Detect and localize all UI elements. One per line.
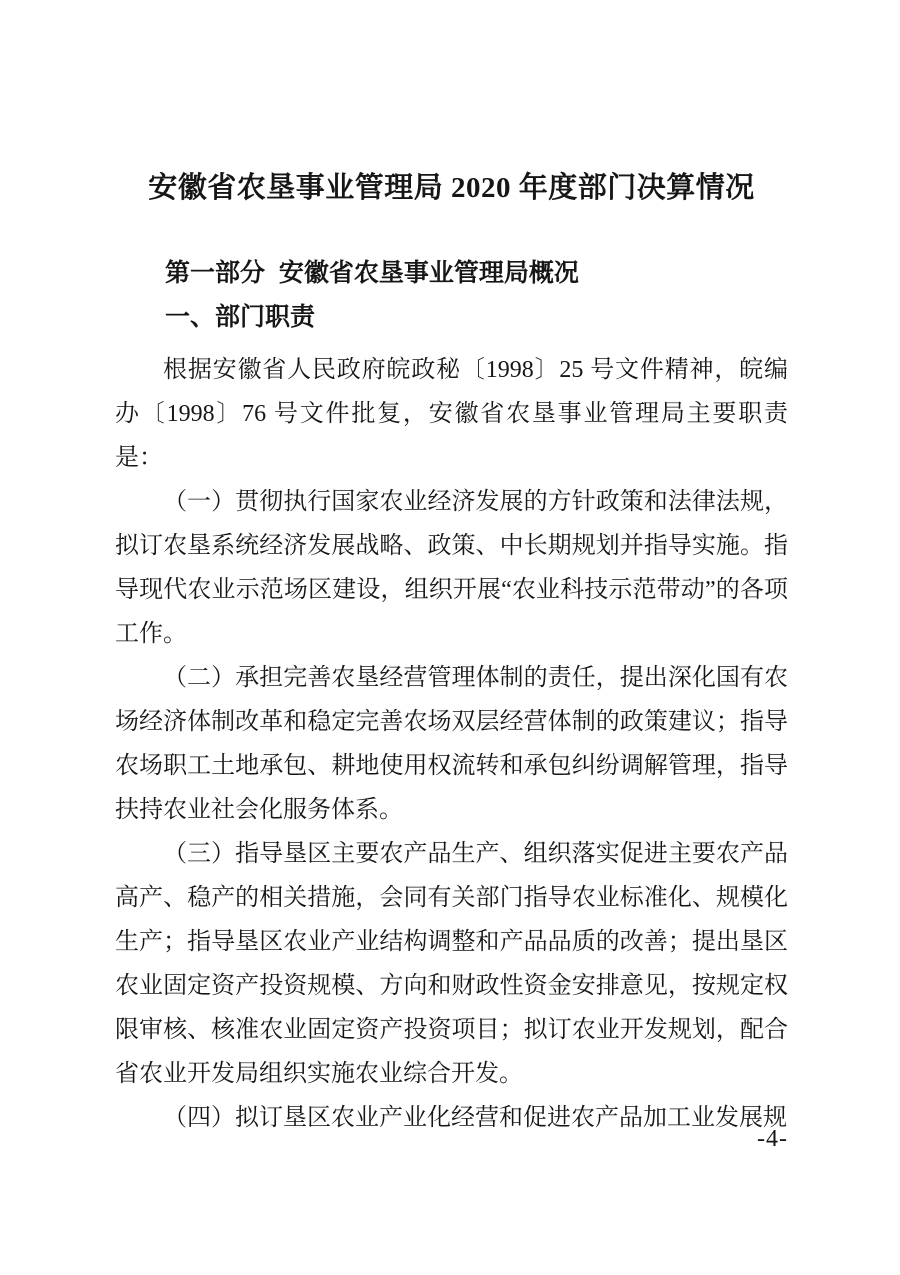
paragraph-duty-4-partial: （四）拟订垦区农业产业化经营和促进农产品加工业发展规 [163,1105,787,1131]
subsection-heading-duties: 一、部门职责 [165,303,316,331]
paragraph-intro: 根据安徽省人民政府皖政秘〔1998〕25 号文件精神，皖编办〔1998〕76 号文件批复，安徽省农垦事业管理局主要职责是： [115,357,788,471]
document-content [115,168,788,1140]
paragraph-duty-3: （三）指导垦区主要农产品生产、组织落实促进主要农产品高产、稳产的相关措施，会同有关部门指导农业标准化、规模化生产；指导垦区农业产业结构调整和产品品质的改善；提出垦区农业固定资产投资规模、方向和财政性资金安排意见，按规定权限审核、核准农业固定资产投资项目；拟订农业开发规划，配合省农业开发局组织实施农业综合开发。 [115,841,788,1087]
document-title: 安徽省农垦事业管理局 2020 年度部门决算情况 [148,172,755,204]
paragraph-duty-1: （一）贯彻执行国家农业经济发展的方针政策和法律法规，拟订农垦系统经济发展战略、政策、中长期规划并指导实施。指导现代农业示范场区建设，组织开展“农业科技示范带动”的各项工作。 [115,489,788,647]
page-number: -4- [757,1126,788,1152]
paragraph-duty-2: （二）承担完善农垦经营管理体制的责任，提出深化国有农场经济体制改革和稳定完善农场双层经营体制的政策建议；指导农场职工土地承包、耕地使用权流转和承包纠纷调解管理，指导扶持农业社会化服务体系。 [115,665,788,823]
section-heading-part-one: 第一部分 安徽省农垦事业管理局概况 [165,259,579,287]
